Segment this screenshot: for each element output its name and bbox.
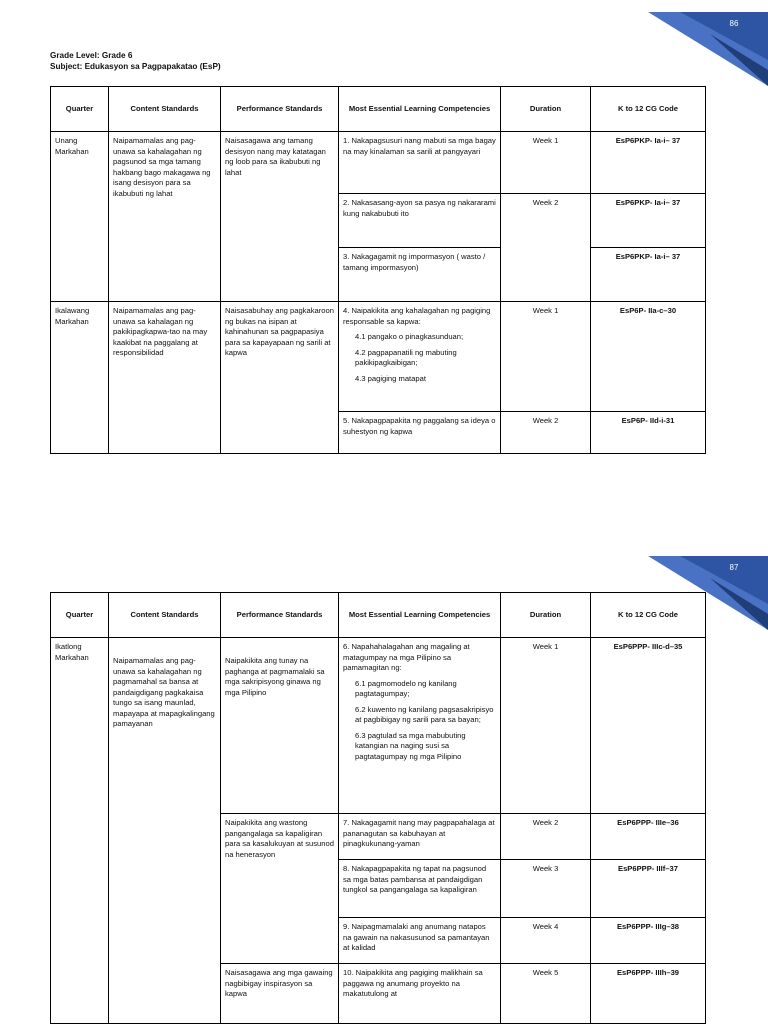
header-cg-code: K to 12 CG Code <box>591 87 706 132</box>
cg-code-cell: EsP6PPP- IIIe–36 <box>591 814 706 860</box>
curriculum-table-2 <box>50 592 706 1024</box>
cg-code-cell: EsP6PKP- Ia-i– 37 <box>591 132 706 194</box>
header-content-standards: Content Standards <box>109 593 221 638</box>
melc-cell: 1. Nakapagsusuri nang mabuti sa mga bagay na may kinalaman sa sarili at pangyayari <box>339 132 501 194</box>
melc-subitem: 6.3 pagtulad sa mga mabubuting katangian na naging susi sa pagtatagumpay ng mga Pilipino <box>355 730 466 761</box>
cg-code-cell: EsP6P- IIa-c–30 <box>591 302 706 412</box>
table-row <box>51 302 706 412</box>
performance-standard-cell: Naisasabuhay ang pagkakaroon ng bukas na isipan at kahinahunan sa pagpapasiya para sa kapayapaan ng sarili at kapwa <box>221 302 339 454</box>
melc-cell: 3. Nakagagamit ng impormasyon ( wasto / tamang impormasyon) <box>339 248 501 302</box>
duration-cell: Week 3 <box>501 860 591 918</box>
quarter-cell: Ikalawang Markahan <box>51 302 109 454</box>
cg-code-cell: EsP6PPP- IIIg–38 <box>591 918 706 964</box>
duration-cell: Week 1 <box>501 638 591 814</box>
melc-cell <box>339 302 501 412</box>
duration-cell: Week 2 <box>501 814 591 860</box>
header-duration: Duration <box>501 593 591 638</box>
melc-cell: 8. Nakapagpapakita ng tapat na pagsunod sa mga batas pambansa at pandaigdigan tungkol sa pangangalaga sa kapaligiran <box>339 860 501 918</box>
cg-code-cell: EsP6PKP- Ia-i– 37 <box>591 194 706 248</box>
melc-cell: 5. Nakapagpapakita ng paggalang sa ideya o suhestyon ng kapwa <box>339 412 501 454</box>
table-row <box>51 638 706 814</box>
melc-cell <box>339 638 501 814</box>
melc-text: 4. Naipakikita ang kahalagahan ng pagiging responsable sa kapwa: <box>343 306 491 326</box>
melc-subitem: 4.2 pagpapanatili ng mabuting pakikipagkaibigan; <box>355 347 457 367</box>
performance-standard-cell: Naipakikita ang tunay na paghanga at pagmamalaki sa mga sakripisyong ginawa ng mga Pilipino <box>221 638 339 814</box>
header-quarter: Quarter <box>51 87 109 132</box>
duration-cell: Week 1 <box>501 302 591 412</box>
melc-subitem: 4.1 pangako o pinagkasunduan; <box>355 332 464 341</box>
header-melc: Most Essential Learning Competencies <box>339 593 501 638</box>
table-header-row <box>51 593 706 638</box>
melc-text: 6. Napahahalagahan ang magaling at matagumpay na mga Pilipino sa pamamagitan ng: <box>343 642 470 672</box>
table-header-row <box>51 87 706 132</box>
quarter-cell: Unang Markahan <box>51 132 109 302</box>
duration-cell: Week 2 <box>501 194 591 302</box>
header-performance-standards: Performance Standards <box>221 87 339 132</box>
melc-subitem: 6.2 kuwento ng kanilang pagsasakripisyo at pagbibigay ng sarili para sa bayan; <box>355 704 494 724</box>
header-melc: Most Essential Learning Competencies <box>339 87 501 132</box>
performance-standard-cell: Naisasagawa ang mga gawaing nagbibigay inspirasyon sa kapwa <box>221 964 339 1024</box>
subject: Subject: Edukasyon sa Pagpapakatao (EsP) <box>50 62 221 71</box>
content-standard-cell: Naipamamalas ang pag-unawa sa kahalagahan ng pagsunod sa mga tamang hakbang bago makagawa ng isang desisyon para sa ikabubuti ng lahat <box>109 132 221 302</box>
document-meta <box>50 50 221 72</box>
melc-subitem: 6.1 pagmomodelo ng kanilang pagtatagumpay; <box>355 678 457 698</box>
cg-code-cell: EsP6PKP- Ia-i– 37 <box>591 248 706 302</box>
table-row <box>51 132 706 194</box>
content-standard-cell: Naipamamalas ang pag-unawa sa kahalagan ng pakikipagkapwa-tao na may kaakibat na paggalang at responsibilidad <box>109 302 221 454</box>
melc-cell: 10. Naipakikita ang pagiging malikhain sa paggawa ng anumang proyekto na makatutulong at <box>339 964 501 1024</box>
performance-standard-cell: Naipakikita ang wastong pangangalaga sa kapaligiran para sa kasalukuyan at susunod na henerasyon <box>221 814 339 964</box>
header-duration: Duration <box>501 87 591 132</box>
page-86 <box>0 0 768 500</box>
cg-code-cell: EsP6PPP- IIIc-d–35 <box>591 638 706 814</box>
header-performance-standards: Performance Standards <box>221 593 339 638</box>
curriculum-table-1 <box>50 86 706 454</box>
melc-subitem: 4.3 pagiging matapat <box>355 373 426 383</box>
melc-cell: 2. Nakasasang-ayon sa pasya ng nakararami kung nakabubuti ito <box>339 194 501 248</box>
header-content-standards: Content Standards <box>109 87 221 132</box>
grade-level: Grade Level: Grade 6 <box>50 51 133 60</box>
duration-cell: Week 4 <box>501 918 591 964</box>
header-quarter: Quarter <box>51 593 109 638</box>
header-cg-code: K to 12 CG Code <box>591 593 706 638</box>
duration-cell: Week 1 <box>501 132 591 194</box>
melc-cell: 9. Naipagmamalaki ang anumang natapos na gawain na nakasusunod sa pamantayan at kalidad <box>339 918 501 964</box>
page-87 <box>0 550 768 1024</box>
cg-code-cell: EsP6PPP- IIIf–37 <box>591 860 706 918</box>
cg-code-cell: EsP6PPP- IIIh–39 <box>591 964 706 1024</box>
page-number: 86 <box>729 19 739 28</box>
page-corner-decoration <box>640 10 768 90</box>
content-standard-cell: Naipamamalas ang pag-unawa sa kahalagahan ng pagmamahal sa bansa at pandaigdigang pagkakaisa tungo sa isang maunlad, mapayapa at mapagkalingang pamayanan <box>109 638 221 1024</box>
page-number: 87 <box>729 563 739 572</box>
cg-code-cell: EsP6P- IId-i-31 <box>591 412 706 454</box>
performance-standard-cell: Naisasagawa ang tamang desisyon nang may katatagan ng loob para sa ikabubuti ng lahat <box>221 132 339 302</box>
duration-cell: Week 5 <box>501 964 591 1024</box>
quarter-cell: Ikatlong Markahan <box>51 638 109 1024</box>
duration-cell: Week 2 <box>501 412 591 454</box>
melc-cell: 7. Nakagagamit nang may pagpapahalaga at pananagutan sa kabuhayan at pinagkukunang-yaman <box>339 814 501 860</box>
